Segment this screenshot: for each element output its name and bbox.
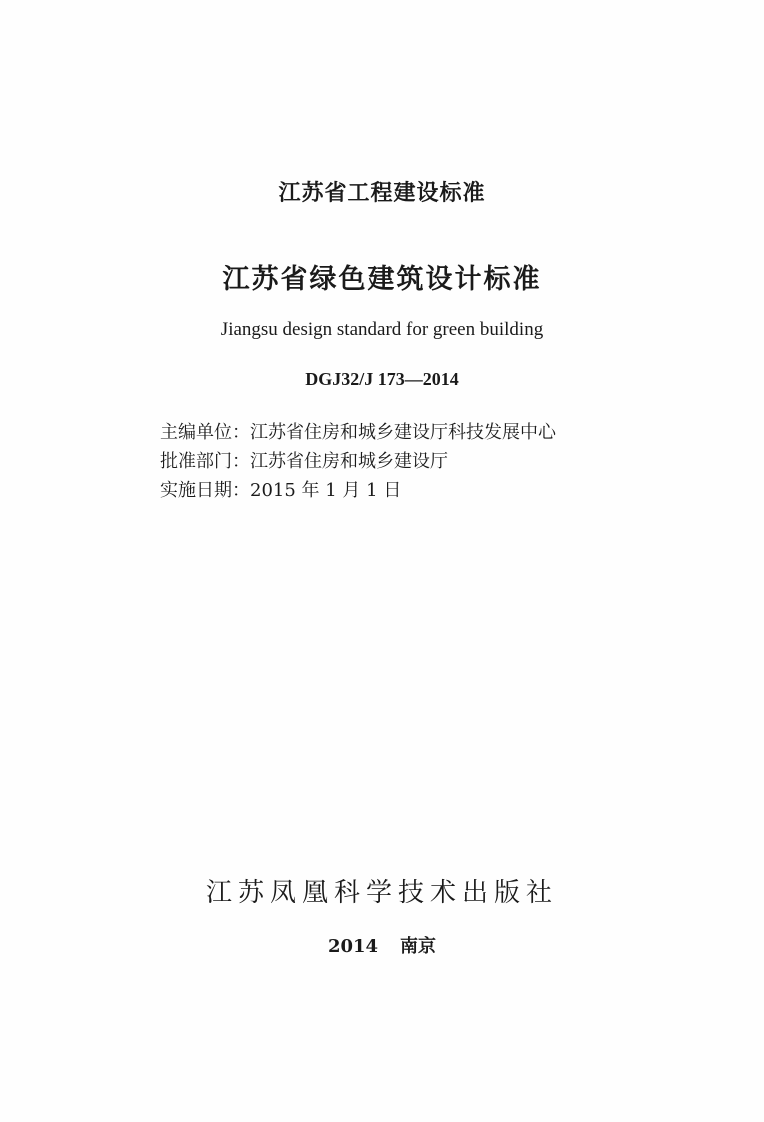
- publication-place: [0, 932, 764, 958]
- info-block: [160, 418, 556, 505]
- info-label: 实施日期: [160, 480, 232, 501]
- info-separator: ：: [232, 451, 250, 472]
- publication-city: 南京: [400, 936, 437, 957]
- info-row-editor: [160, 418, 556, 447]
- info-value: 江苏省住房和城乡建设厅: [250, 451, 448, 472]
- publication-year: 2014: [327, 936, 379, 957]
- publisher-name: 江苏凤凰科学技术出版社: [205, 878, 558, 908]
- info-label: 批准部门: [160, 451, 232, 472]
- standard-code: DGJ32/J 173—2014: [305, 369, 459, 389]
- info-value: 江苏省住房和城乡建设厅科技发展中心: [250, 422, 556, 443]
- document-title: 江苏省绿色建筑设计标准: [222, 264, 542, 295]
- info-value: 2015 年 1 月 1 日: [250, 480, 402, 501]
- info-row-effective-date: [160, 476, 556, 505]
- info-label: 主编单位: [160, 422, 232, 443]
- info-separator: ：: [232, 480, 250, 501]
- info-row-approver: [160, 447, 556, 476]
- english-title: Jiangsu design standard for green building: [220, 319, 544, 340]
- standard-series: 江苏省工程建设标准: [278, 181, 486, 206]
- info-separator: ：: [232, 422, 250, 443]
